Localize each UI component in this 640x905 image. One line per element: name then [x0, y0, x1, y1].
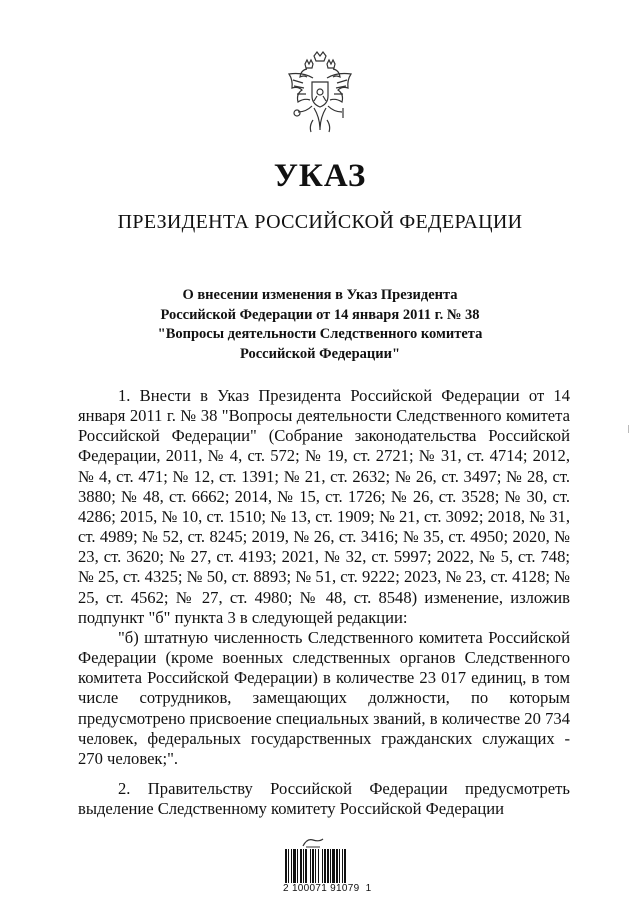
barcode-bars — [285, 849, 371, 883]
subject-line: Российской Федерации" — [239, 345, 401, 362]
barcode — [283, 838, 378, 896]
subject-line: "Вопросы деятельности Следственного комитета — [157, 326, 483, 342]
barcode-number: 2 100071 91079 1 — [283, 883, 372, 894]
paragraph-2: "б) штатную численность Следственного комитета Российской Федерации (кроме военных следственных органов Следственного комитета Российской Федерации) в количестве 23 017 единиц, в том числе сотрудников, замещающих должности, по которым предусмотрено присвоение специальных званий, в количестве 20 734 человек, федеральных государственных гражданских служащих - 270 человек;". — [78, 627, 570, 768]
paragraph-3: 2. Правительству Российской Федерации предусмотреть выделение Следственному комитету Российской Федерации — [78, 778, 570, 819]
state-emblem-icon — [283, 50, 357, 136]
subject-line: Российской Федерации от 14 января 2011 г. № 38 — [160, 306, 480, 323]
paragraph-1: 1. Внести в Указ Президента Российской Федерации от 14 января 2011 г. № 38 "Вопросы деятельности Следственного комитета Российской Федерации" (Собрание законодательства Российской Федерации, 2011, № 4, ст. 572; № 19, ст. 2721; № 31, ст. 4714; 2012, № 4, ст. 471; № 12, ст. 1391; № 21, ст. 2632; № 26, ст. 3497; № 28, ст. 3880; № 48, ст. 6662; 2014, № 15, ст. 1726; № 26, ст. 3528; № 30, ст. 4286; 2015, № 10, ст. 1510; № 13, ст. 1909; № 21, ст. 3092; 2018, № 31, ст. 4989; № 52, ст. 8245; 2019, № 26, ст. 3416; № 35, ст. 4950; 2020, № 23, ст. 3620; № 27, ст. 4193; 2021, № 32, ст. 5997; 2022, № 5, ст. 748; № 25, ст. 4325; № 50, ст. 8893; № 51, ст. 9222; 2023, № 23, ст. 4128; № 25, ст. 4562; № 27, ст. 4980; № 48, ст. 8548) изменение, изложив подпункт "б" пункта 3 в следующей редакции: — [78, 386, 570, 627]
page-title: УКАЗ — [273, 158, 367, 194]
margin-mark — [628, 425, 629, 433]
document-subject — [90, 286, 550, 364]
publisher-logo-icon — [302, 838, 324, 848]
document-body — [78, 386, 570, 819]
subject-line: О внесении изменения в Указ Президента — [182, 287, 458, 303]
page-subtitle: ПРЕЗИДЕНТА РОССИЙСКОЙ ФЕДЕРАЦИИ — [117, 211, 523, 233]
